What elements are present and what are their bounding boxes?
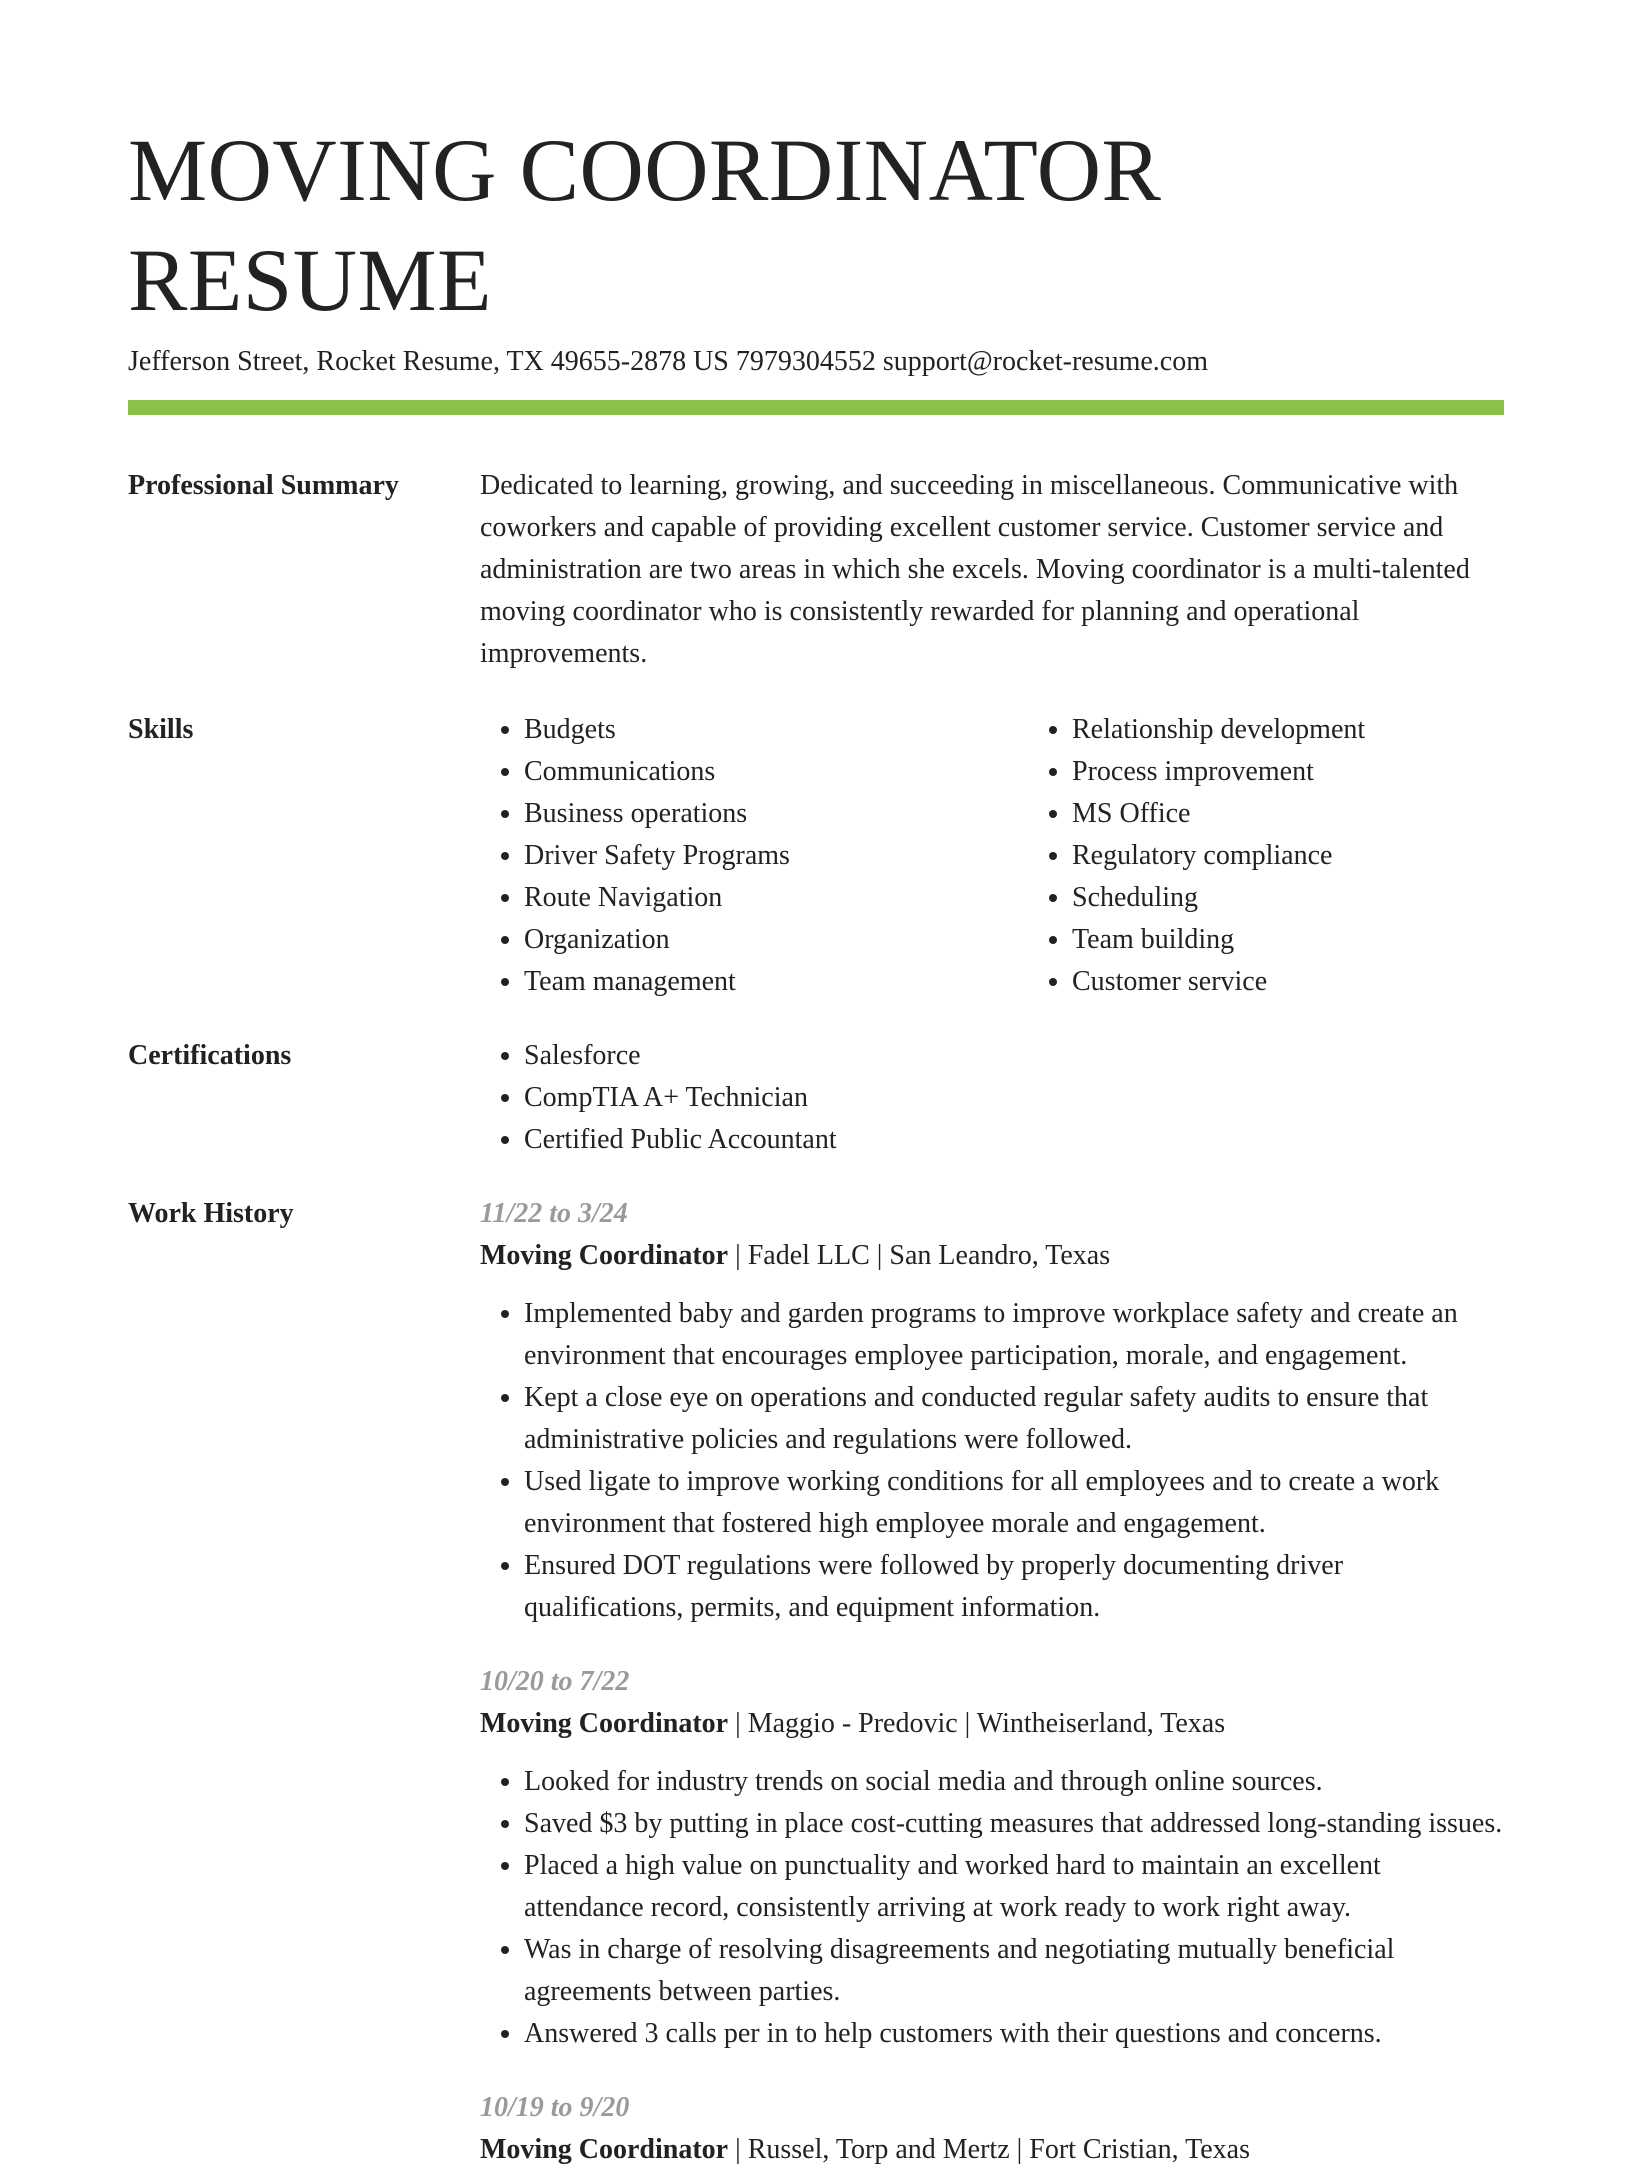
accent-divider: [128, 400, 1504, 415]
job-dates: 10/20 to 7/22: [480, 1666, 630, 1697]
skill-item: • Customer service: [1072, 961, 1576, 1003]
job-bullets: [480, 1761, 1504, 2055]
certification-item: • Salesforce: [524, 1035, 1504, 1077]
job-bullet: • Looked for industry trends on social media and through online sources.: [524, 1761, 1504, 1803]
skill-item: • Relationship development: [1072, 709, 1576, 751]
job-bullet: • Answered 3 calls per in to help customers with their questions and concerns.: [524, 2013, 1504, 2055]
job-bullet: • Implemented baby and garden programs to improve workplace safety and create an environment that encourages employee participation, morale, and engagement.: [524, 1293, 1504, 1377]
skill-item: • Driver Safety Programs: [524, 835, 1028, 877]
job-bullet: • Kept a close eye on operations and conducted regular safety audits to ensure that administrative policies and regulations were followed.: [524, 1377, 1504, 1461]
job-detail: | Fadel LLC | San Leandro, Texas: [728, 1240, 1111, 1271]
job-heading: [480, 2129, 1504, 2171]
work-history-section: [128, 1193, 1504, 2171]
skill-item: • Route Navigation: [524, 877, 1028, 919]
job-bullet: • Saved $3 by putting in place cost-cutting measures that addressed long-standing issues.: [524, 1803, 1504, 1845]
summary-text: Dedicated to learning, growing, and succeeding in miscellaneous. Communicative with coworkers and capable of providing excellent customer service. Customer service and administration are two areas in which she excels. Moving coordinator is a multi-talented moving coordinator who is consistently rewarded for planning and operational improvements.: [480, 470, 1470, 669]
certification-item: • Certified Public Accountant: [524, 1119, 1504, 1161]
summary-section: [128, 465, 1504, 675]
job-entry: [480, 1193, 1504, 1629]
job-detail: | Russel, Torp and Mertz | Fort Cristian, Texas: [728, 2134, 1250, 2165]
job-role: Moving Coordinator: [480, 1240, 729, 1271]
skill-item: • Process improvement: [1072, 751, 1576, 793]
job-dates: 10/19 to 9/20: [480, 2092, 630, 2123]
section-title-certifications: Certifications: [128, 1040, 292, 1071]
job-heading: [480, 1703, 1504, 1745]
job-role: Moving Coordinator: [480, 1708, 729, 1739]
job-role: Moving Coordinator: [480, 2134, 729, 2165]
skill-item: • Team management: [524, 961, 1028, 1003]
skill-item: • Communications: [524, 751, 1028, 793]
resume-title: MOVING COORDINATOR RESUME: [128, 122, 1162, 330]
work-history-body: [480, 1193, 1504, 2171]
skill-item: • Business operations: [524, 793, 1028, 835]
certifications-list: [480, 1035, 1504, 1161]
skills-list-left: [480, 709, 1028, 1003]
skill-item: • Budgets: [524, 709, 1028, 751]
skill-item: • MS Office: [1072, 793, 1576, 835]
job-bullet: • Ensured DOT regulations were followed by properly documenting driver qualifications, permits, and equipment information.: [524, 1545, 1504, 1629]
certification-item: • CompTIA A+ Technician: [524, 1077, 1504, 1119]
skill-item: • Organization: [524, 919, 1028, 961]
job-bullet: • Was in charge of resolving disagreements and negotiating mutually beneficial agreements between parties.: [524, 1929, 1504, 2013]
section-title-summary: Professional Summary: [128, 470, 399, 501]
certifications-section: [128, 1035, 1504, 1161]
job-entry: [480, 1661, 1504, 2055]
skills-columns: [480, 709, 1576, 1003]
skill-item: • Scheduling: [1072, 877, 1576, 919]
job-dates: 11/22 to 3/24: [480, 1198, 628, 1229]
skill-item: • Regulatory compliance: [1072, 835, 1576, 877]
job-entry: [480, 2087, 1504, 2171]
job-bullet: • Placed a high value on punctuality and worked hard to maintain an excellent attendance record, consistently arriving at work ready to work right away.: [524, 1845, 1504, 1929]
skill-item: • Team building: [1072, 919, 1576, 961]
certifications-body: [480, 1035, 1504, 1161]
job-detail: | Maggio - Predovic | Wintheiserland, Texas: [728, 1708, 1226, 1739]
section-title-work-history: Work History: [128, 1198, 294, 1229]
skills-list-right: [1028, 709, 1576, 1003]
skills-section: [128, 709, 1504, 1003]
contact-line: Jefferson Street, Rocket Resume, TX 49655-2878 US 7979304552 support@rocket-resume.com: [128, 346, 1209, 377]
job-bullets: [480, 1293, 1504, 1629]
section-title-skills: Skills: [128, 714, 194, 745]
job-heading: [480, 1235, 1504, 1277]
job-bullet: • Used ligate to improve working conditions for all employees and to create a work environment that fostered high employee morale and engagement.: [524, 1461, 1504, 1545]
